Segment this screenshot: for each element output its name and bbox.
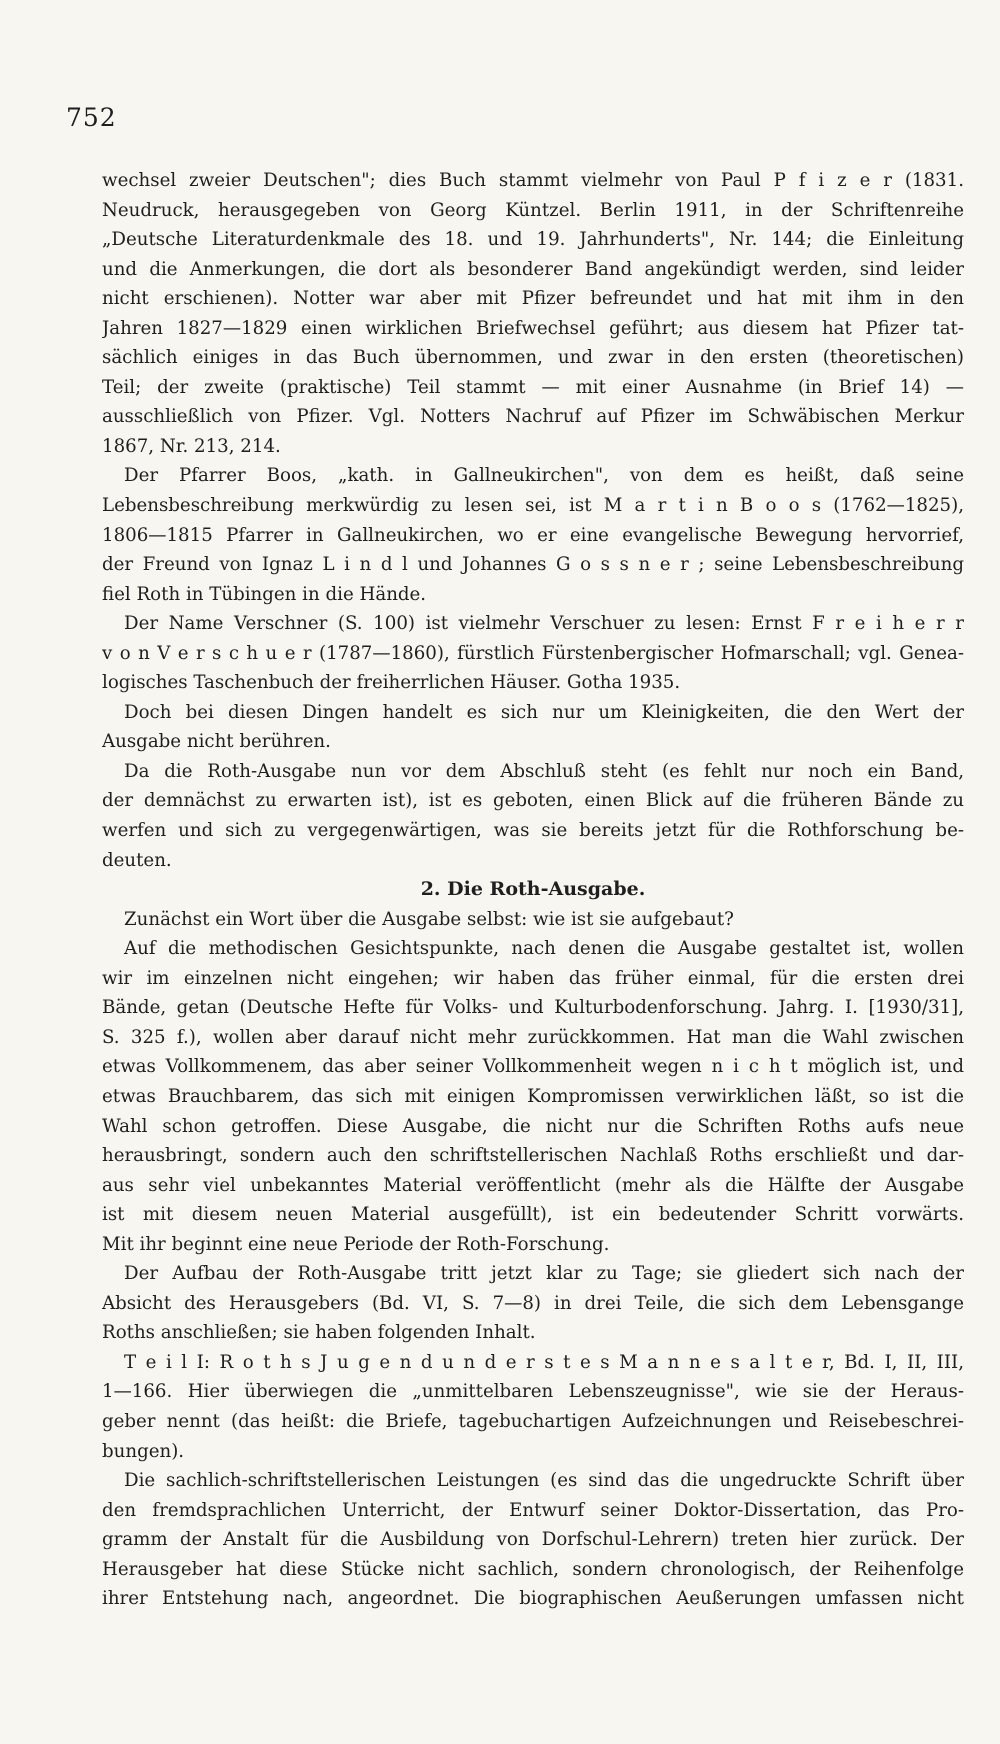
page-number: 752 [66,103,117,132]
text-line: ist mit diesem neuen Material ausgefüllt), ist ein bedeutender Schritt vorwärts. [102,1204,964,1226]
text-line: Herausgeber hat diese Stücke nicht sachlich, sondern chronologisch, der Reihenfolge [102,1558,964,1580]
text-line: 1806—1815 Pfarrer in Gallneukirchen, wo er eine evangelische Bewegung hervorrief, [102,524,964,546]
text-line: Die sachlich-schriftstellerischen Leistungen (es sind das die ungedruckte Schrift über [124,1470,964,1492]
text-line: der demnächst zu erwarten ist), ist es geboten, einen Blick auf die früheren Bände zu [102,790,964,812]
text-line: Der Pfarrer Boos, „kath. in Gallneukirchen", von dem es heißt, daß seine [124,465,964,487]
text-line: S. 325 f.), wollen aber darauf nicht mehr zurückkommen. Hat man die Wahl zwischen [102,1026,964,1048]
text-line: deuten. [102,849,172,871]
text-line: den fremdsprachlichen Unterricht, der Entwurf seiner Doktor-Dissertation, das Pro- [102,1499,964,1521]
text-line: Der Name Verschner (S. 100) ist vielmehr Verschuer zu lesen: Ernst F r e i h e r r [124,613,964,635]
text-line: werfen und sich zu vergegenwärtigen, was sie bereits jetzt für die Rothforschung be- [102,820,964,842]
text-line: Lebensbeschreibung merkwürdig zu lesen sei, ist M a r t i n B o o s (1762—1825), [102,495,964,517]
text-line: Da die Roth-Ausgabe nun vor dem Abschluß steht (es fehlt nur noch ein Band, [124,760,964,782]
text-line: nicht erschienen). Notter war aber mit Pfizer befreundet und hat mit ihm in den [102,288,964,310]
text-line: sächlich einiges in das Buch übernommen, und zwar in den ersten (theoretischen) [102,347,964,369]
text-line: Ausgabe nicht berühren. [102,731,331,753]
text-line: „Deutsche Literaturdenkmale des 18. und 19. Jahrhunderts", Nr. 144; die Einleitung [102,229,964,251]
text-line: Bände, getan (Deutsche Hefte für Volks- und Kulturbodenforschung. Jahrg. I. [1930/31], [102,997,964,1019]
text-line: ausschließlich von Pfizer. Vgl. Notters Nachruf auf Pfizer im Schwäbischen Merkur [102,406,964,428]
text-line: Absicht des Herausgebers (Bd. VI, S. 7—8) in drei Teile, die sich dem Lebensgange [102,1292,964,1314]
text-line: ihrer Entstehung nach, angeordnet. Die biographischen Aeußerungen umfassen nicht [102,1588,964,1610]
text-line: gramm der Anstalt für die Ausbildung von Dorfschul-Lehrern) treten hier zurück. Der [102,1529,964,1551]
text-line: etwas Vollkommenem, das aber seiner Vollkommenheit wegen n i c h t möglich ist, und [102,1056,964,1078]
text-line: Mit ihr beginnt eine neue Periode der Roth-Forschung. [102,1233,610,1255]
text-line: Roths anschließen; sie haben folgenden Inhalt. [102,1322,536,1344]
text-line: Zunächst ein Wort über die Ausgabe selbst: wie ist sie aufgebaut? [124,908,734,930]
text-line: herausbringt, sondern auch den schriftstellerischen Nachlaß Roths erschließt und dar- [102,1145,964,1167]
text-line: bungen). [102,1440,185,1462]
text-line: Auf die methodischen Gesichtspunkte, nach denen die Ausgabe gestaltet ist, wollen [124,938,964,960]
text-line: wechsel zweier Deutschen"; dies Buch stammt vielmehr von Paul P f i z e r (1831. [102,170,964,191]
text-line: und die Anmerkungen, die dort als besonderer Band angekündigt werden, sind leider [102,258,964,280]
text-line: aus sehr viel unbekanntes Material veröffentlicht (mehr als die Hälfte der Ausgabe [102,1174,964,1196]
text-line: der Freund von Ignaz L i n d l und Johannes G o s s n e r ; seine Lebensbeschreibung [102,554,964,576]
text-line: logisches Taschenbuch der freiherrlichen Häuser. Gotha 1935. [102,672,681,694]
text-line: Der Aufbau der Roth-Ausgabe tritt jetzt klar zu Tage; sie gliedert sich nach der [124,1263,964,1285]
text-line: etwas Brauchbarem, das sich mit einigen Kompromissen verwirklichen läßt, so ist die [102,1085,964,1107]
text-line: Teil; der zweite (praktische) Teil stammt — mit einer Ausnahme (in Brief 14) — [102,376,964,398]
text-line: 1—166. Hier überwiegen die „unmittelbaren Lebenszeugnisse", wie sie der Heraus- [102,1381,964,1403]
text-line: Neudruck, herausgegeben von Georg Küntzel. Berlin 1911, in der Schriftenreihe [102,199,964,221]
text-line: Jahren 1827—1829 einen wirklichen Briefwechsel geführt; aus diesem hat Pfizer tat- [102,317,964,339]
text-line: geber nennt (das heißt: die Briefe, tagebuchartigen Aufzeichnungen und Reisebeschrei- [102,1410,964,1432]
text-line: Doch bei diesen Dingen handelt es sich nur um Kleinigkeiten, die den Wert der [124,701,964,723]
text-line: Wahl schon getroffen. Diese Ausgabe, die nicht nur die Schriften Roths aufs neue [102,1115,964,1137]
text-line: fiel Roth in Tübingen in die Hände. [102,583,427,605]
text-line: 1867, Nr. 213, 214. [102,435,281,457]
section-heading: 2. Die Roth-Ausgabe. [420,878,646,901]
body-text [102,166,964,1614]
text-line: wir im einzelnen nicht eingehen; wir haben das früher einmal, für die ersten drei [102,967,964,989]
text-line: v o n V e r s c h u e r (1787—1860), fürstlich Fürstenbergischer Hofmarschall; vgl. Genea- [102,642,964,664]
text-line: T e i l I: R o t h s J u g e n d u n d e r s t e s M a n n e s a l t e r, Bd. I, II, III, [124,1351,964,1373]
